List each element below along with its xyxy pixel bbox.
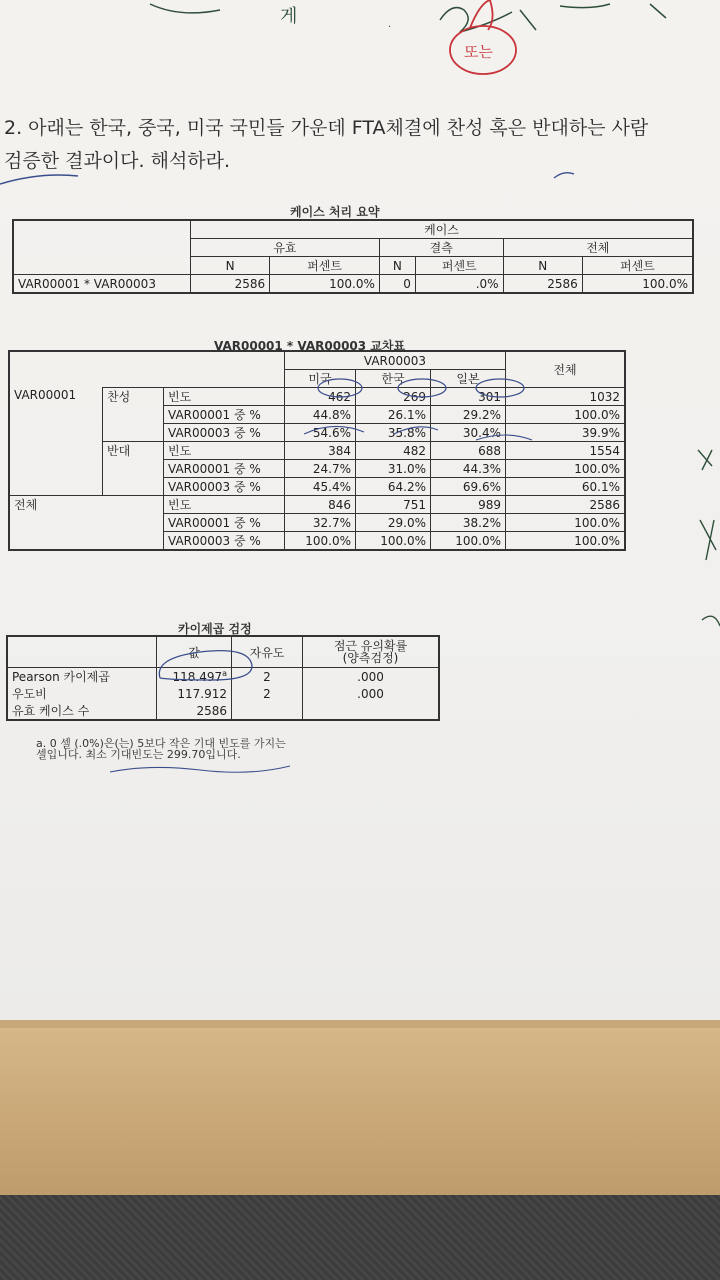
crosstab-cell: 54.6% [285, 424, 356, 442]
handwritten-notes-top [0, 0, 720, 95]
crosstab-cell: 29.2% [431, 406, 506, 424]
crosstab-cell: 29.0% [356, 514, 431, 532]
chi-corner-cell [7, 636, 157, 668]
crosstab-stat-label: VAR00003 중 % [164, 424, 285, 442]
chi-sig [303, 702, 440, 720]
crosstab-col-header: 한국 [356, 370, 431, 388]
summary-value: 100.0% [270, 275, 380, 294]
summary-corner-cell [13, 220, 191, 275]
crosstab-corner [9, 351, 285, 388]
desk-edge [0, 1020, 720, 1028]
crosstab-col-header: 미국 [285, 370, 356, 388]
crosstab-cell: 462 [285, 388, 356, 406]
pen-annotations-crosstab [300, 378, 560, 478]
crosstab-cell: 688 [431, 442, 506, 460]
crosstab-cell: 100.0% [506, 460, 626, 478]
crosstab-total-header: 전체 [506, 351, 626, 388]
summary-group-missing: 결측 [379, 239, 503, 257]
crosstab-cell: 100.0% [506, 532, 626, 551]
crosstab-cell: 32.7% [285, 514, 356, 532]
summary-group-total: 전체 [503, 239, 693, 257]
crosstab-cell: 100.0% [285, 532, 356, 551]
summary-value: .0% [415, 275, 503, 294]
chi-header-sig [303, 636, 440, 668]
chi-df: 2 [232, 668, 303, 686]
crosstab-cell: 100.0% [431, 532, 506, 551]
crosstab-cell: 38.2% [431, 514, 506, 532]
chi-header-df: 자유도 [232, 636, 303, 668]
chi-row-label: 우도비 [7, 685, 157, 702]
crosstab-title: VAR00001 * VAR00003 교차표 [214, 339, 406, 353]
chi-row-label: 유효 케이스 수 [7, 702, 157, 720]
chi-value-sup: a [222, 669, 227, 678]
crosstab-cell: 751 [356, 496, 431, 514]
pen-circle-chi-value [150, 640, 260, 690]
summary-subheader: 퍼센트 [415, 257, 503, 275]
crosstab-stat-label: 빈도 [164, 496, 285, 514]
crosstab-col-var: VAR00003 [285, 351, 506, 370]
crosstab-stat-label: 빈도 [164, 388, 285, 406]
crosstab-cell: 846 [285, 496, 356, 514]
chi-header-sig-line2: (양측검정) [342, 651, 399, 665]
chi-footnote-line2: 셀입니다. 최소 기대빈도는 299.70입니다. [36, 748, 241, 761]
question-line-2: 검증한 결과이다. 해석하라. [4, 150, 231, 172]
svg-text:·: · [388, 22, 392, 33]
crosstab-cell: 35.8% [356, 424, 431, 442]
crosstab-cell: 100.0% [356, 532, 431, 551]
summary-subheader: N [503, 257, 582, 275]
chi-footnote [36, 738, 286, 760]
crosstab-col-header: 일본 [431, 370, 506, 388]
crosstab-group-label: 찬성 [103, 388, 164, 442]
chi-header-value: 값 [157, 636, 232, 668]
chi-value: 117.912 [157, 685, 232, 702]
chi-header-sig-line1: 점근 유의확률 [333, 639, 408, 653]
crosstab-cell: 482 [356, 442, 431, 460]
crosstab-cell: 269 [356, 388, 431, 406]
crosstab-cell: 44.8% [285, 406, 356, 424]
desk-surface [0, 1020, 720, 1195]
pen-underline-footnote [100, 760, 300, 780]
crosstab-stat-label: VAR00001 중 % [164, 460, 285, 478]
chi-value: 118.497 [172, 670, 223, 684]
summary-row-label: VAR00001 * VAR00003 [13, 275, 191, 294]
summary-subheader: N [191, 257, 270, 275]
case-summary-table [12, 219, 694, 294]
summary-subheader: N [379, 257, 415, 275]
chi-footnote-line1: a. 0 셀 (.0%)은(는) 5보다 작은 기대 빈도를 가지는 [36, 737, 286, 750]
crosstab-cell: 24.7% [285, 460, 356, 478]
case-summary-title: 케이스 처리 요약 [290, 205, 380, 219]
crosstab-stat-label: VAR00003 중 % [164, 478, 285, 496]
crosstab-cell: 384 [285, 442, 356, 460]
handwritten-word-1: 게 [280, 6, 298, 27]
chi-square-title: 카이제곱 검정 [178, 622, 252, 636]
crosstab-cell: 60.1% [506, 478, 626, 496]
crosstab-cell: 39.9% [506, 424, 626, 442]
handwritten-word-2: 또는 [464, 43, 493, 61]
summary-group-header: 케이스 [191, 220, 694, 239]
crosstab-cell: 45.4% [285, 478, 356, 496]
floor-carpet [0, 1195, 720, 1280]
chi-row-label: Pearson 카이제곱 [7, 668, 157, 686]
crosstab-cell: 69.6% [431, 478, 506, 496]
crosstab-cell: 26.1% [356, 406, 431, 424]
crosstab-row-var: VAR00001 [9, 388, 103, 496]
handwritten-side-marks [690, 440, 720, 660]
summary-group-valid: 유효 [191, 239, 380, 257]
crosstab-cell: 64.2% [356, 478, 431, 496]
crosstab-cell: 1554 [506, 442, 626, 460]
summary-value: 2586 [191, 275, 270, 294]
crosstab-cell: 989 [431, 496, 506, 514]
crosstab-cell: 30.4% [431, 424, 506, 442]
crosstab-cell: 1032 [506, 388, 626, 406]
summary-value: 2586 [503, 275, 582, 294]
crosstab-cell: 44.3% [431, 460, 506, 478]
summary-value: 100.0% [582, 275, 693, 294]
crosstab-cell: 100.0% [506, 406, 626, 424]
chi-df: 2 [232, 685, 303, 702]
summary-subheader: 퍼센트 [270, 257, 380, 275]
crosstab-stat-label: 빈도 [164, 442, 285, 460]
chi-sig: .000 [303, 685, 440, 702]
crosstab-total-label: 전체 [9, 496, 164, 551]
summary-subheader: 퍼센트 [582, 257, 693, 275]
summary-value: 0 [379, 275, 415, 294]
crosstab-cell: 31.0% [356, 460, 431, 478]
chi-value: 2586 [157, 702, 232, 720]
crosstab-cell: 301 [431, 388, 506, 406]
crosstab-group-label: 반대 [103, 442, 164, 496]
crosstab-stat-label: VAR00003 중 % [164, 532, 285, 551]
chi-df [232, 702, 303, 720]
underline-marks [0, 160, 720, 190]
crosstab-cell: 2586 [506, 496, 626, 514]
crosstab-stat-label: VAR00001 중 % [164, 406, 285, 424]
chi-sig: .000 [303, 668, 440, 686]
crosstab-cell: 100.0% [506, 514, 626, 532]
crosstab-stat-label: VAR00001 중 % [164, 514, 285, 532]
question-line-1: 2. 아래는 한국, 중국, 미국 국민들 가운데 FTA체결에 찬성 혹은 반대하는 사람 [4, 117, 649, 139]
